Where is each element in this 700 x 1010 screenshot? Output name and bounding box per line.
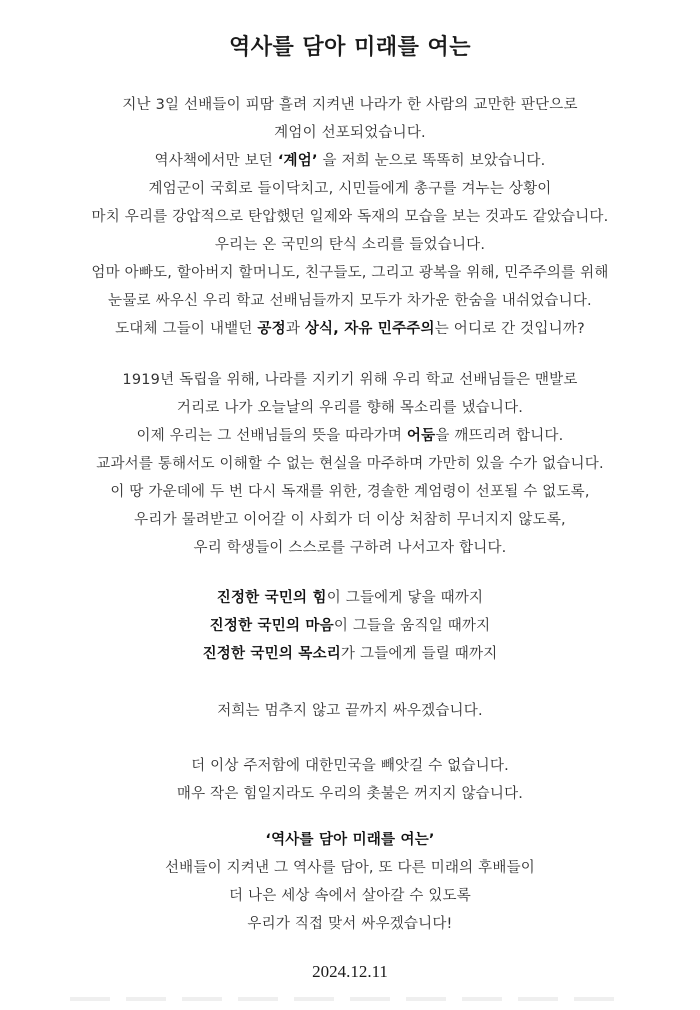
text: 거리로 나가 오늘날의 우리를 향해 목소리를 냈습니다. [176, 400, 524, 416]
text: 계엄이 선포되었습니다. [274, 125, 426, 141]
text-line [0, 478, 700, 506]
text-line [0, 854, 700, 882]
bold-text: ‘역사를 담아 미래를 여는’ [265, 832, 435, 848]
text: 눈물로 싸우신 우리 학교 선배님들까지 모두가 차가운 한숨을 내쉬었습니다. [108, 293, 592, 309]
text: 을 깨뜨리려 합니다. [435, 428, 564, 444]
bold-text: 어둠 [406, 428, 436, 444]
text: 우리는 온 국민의 탄식 소리를 들었습니다. [214, 237, 486, 253]
text: 도대체 그들이 내뱉던 [115, 321, 258, 337]
text-line [0, 697, 700, 725]
bold-text: 진정한 국민의 힘 [216, 590, 327, 606]
text-line [0, 752, 700, 780]
text: 선배들이 지켜낸 그 역사를 담아, 또 다른 미래의 후배들이 [164, 860, 536, 876]
text: 가 그들에게 들릴 때까지 [340, 646, 498, 662]
text: 교과서를 통해서도 이해할 수 없는 현실을 마주하며 가만히 있을 수가 없습니다. [96, 456, 604, 472]
bold-text: ‘계엄’ [277, 153, 318, 169]
text-line [0, 175, 700, 203]
text: 계엄군이 국회로 들이닥치고, 시민들에게 총구를 겨누는 상황이 [148, 181, 552, 197]
text-line [0, 450, 700, 478]
text: 이제 우리는 그 선배님들의 뜻을 따라가며 [136, 428, 407, 444]
paragraph-1 [0, 91, 700, 343]
text: 우리 학생들이 스스로를 구하려 나서고자 합니다. [193, 540, 507, 556]
text-line [0, 780, 700, 808]
paragraph-4 [0, 697, 700, 725]
text: 과 [285, 321, 305, 337]
text-line [0, 882, 700, 910]
text-line [0, 422, 700, 450]
text-line [0, 640, 700, 668]
text: 을 저희 눈으로 똑똑히 보았습니다. [317, 153, 546, 169]
paragraph-5 [0, 752, 700, 808]
bold-text: 진정한 국민의 목소리 [202, 646, 341, 662]
text: 우리가 직접 맞서 싸우겠습니다! [247, 916, 453, 932]
bold-text: 공정 [257, 321, 286, 337]
text: 마치 우리를 강압적으로 탄압했던 일제와 독재의 모습을 보는 것과도 같았습니다. [91, 209, 609, 225]
document-date: 2024.12.11 [312, 962, 388, 981]
text: 저희는 멈추지 않고 끝까지 싸우겠습니다. [217, 703, 483, 719]
paragraph-6 [0, 826, 700, 938]
text-line [0, 584, 700, 612]
text: 이 그들을 움직일 때까지 [333, 618, 491, 634]
bold-text: 진정한 국민의 마음 [209, 618, 334, 634]
text-line [0, 315, 700, 343]
text: 이 그들에게 닿을 때까지 [326, 590, 484, 606]
text-line [0, 231, 700, 259]
text: 는 어디로 간 것입니까? [434, 321, 585, 337]
text: 더 이상 주저함에 대한민국을 빼앗길 수 없습니다. [191, 758, 509, 774]
text-line [0, 91, 700, 119]
clipped-text-line [70, 997, 630, 1001]
text: 더 나은 세상 속에서 살아갈 수 있도록 [229, 888, 471, 904]
text: 이 땅 가운데에 두 번 다시 독재를 위한, 경솔한 계엄령이 선포될 수 없도록, [110, 484, 590, 500]
text-line [0, 287, 700, 315]
text: 1919년 독립을 위해, 나라를 지키기 위해 우리 학교 선배님들은 맨발로 [122, 372, 578, 388]
text-line [0, 147, 700, 175]
text-line [0, 612, 700, 640]
text: 지난 3일 선배들이 피땀 흘려 지켜낸 나라가 한 사람의 교만한 판단으로 [122, 97, 578, 113]
text-line [0, 259, 700, 287]
text-line [0, 910, 700, 938]
text-line [0, 119, 700, 147]
text-line [0, 534, 700, 562]
text-line [0, 826, 700, 854]
text: 엄마 아빠도, 할아버지 할머니도, 친구들도, 그리고 광복을 위해, 민주주의를 위해 [91, 265, 609, 281]
paragraph-2 [0, 366, 700, 562]
paragraph-3 [0, 584, 700, 668]
text: 우리가 물려받고 이어갈 이 사회가 더 이상 처참히 무너지지 않도록, [134, 512, 566, 528]
text-line [0, 366, 700, 394]
text-line [0, 394, 700, 422]
text-line [0, 203, 700, 231]
document-title: 역사를 담아 미래를 여는 [229, 35, 471, 60]
text: 역사책에서만 보던 [154, 153, 278, 169]
text-line [0, 506, 700, 534]
text: 매우 작은 힘일지라도 우리의 촛불은 꺼지지 않습니다. [176, 786, 524, 802]
bold-text: 상식, 자유 민주주의 [304, 321, 435, 337]
